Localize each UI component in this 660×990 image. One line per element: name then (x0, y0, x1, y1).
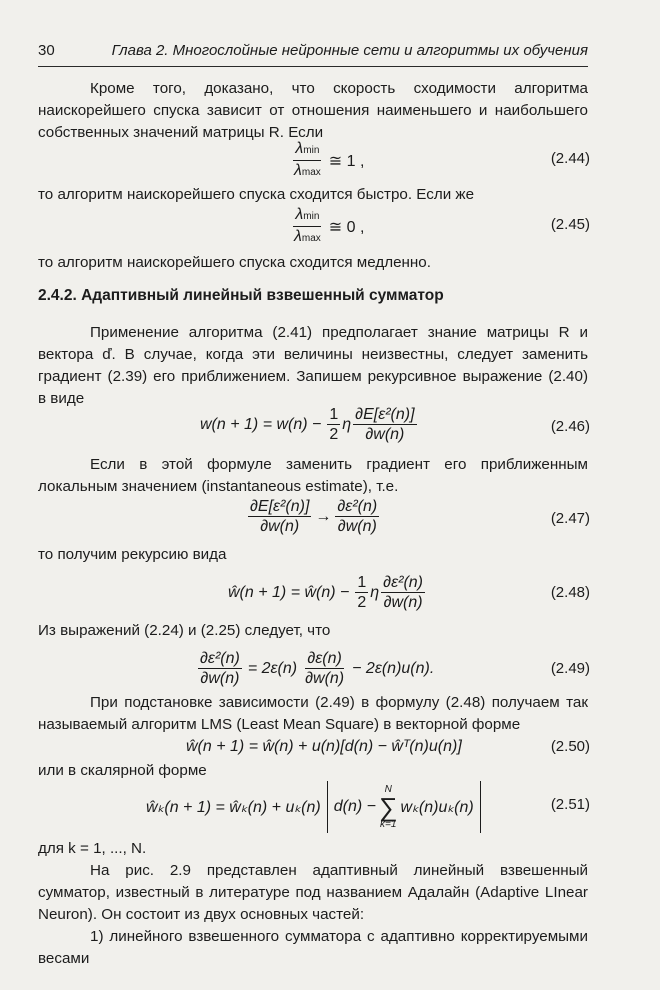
equation-2-50: ŵ(n + 1) = ŵ(n) + u(n)[d(n) − ŵᵀ(n)u(n)] (186, 738, 462, 755)
chapter-title: Глава 2. Многослойные нейронные сети и алгоритмы их обучения (111, 42, 588, 59)
running-header (38, 40, 588, 67)
eq-number-2-51: (2.51) (550, 796, 590, 813)
paragraph-7: Из выражений (2.24) и (2.25) следует, что (38, 622, 331, 639)
paragraph-3: то алгоритм наискорейшего спуска сходится медленно. (38, 254, 431, 271)
eq-number-2-46: (2.46) (550, 418, 590, 435)
relation: ≅ 1 , (328, 152, 365, 170)
equation-2-46: w(n + 1) = w(n) − $\frac{1}{2}$ η $\frac{\text{∂E[ε²(n)]}}{\partial w(n)}$ (200, 406, 415, 443)
paragraph-6: то получим рекурсию вида (38, 546, 227, 563)
paragraph-2: то алгоритм наискорейшего спуска сходится быстро. Если же (38, 186, 475, 203)
eq-number-2-48: (2.48) (550, 584, 590, 601)
section-title: 2.4.2. Адаптивный линейный взвешенный сумматор (38, 287, 444, 304)
page-number: 30 (38, 42, 55, 59)
equation-2-48: ŵ(n + 1) = ŵ(n) − $\frac{1}{2}$ η $\frac{\text{∂ε²(n)}}{\partial w(n)}$ (228, 574, 423, 611)
paragraph-9: или в скалярной форме (38, 762, 207, 779)
eq-number-2-44: (2.44) (550, 150, 590, 167)
equation-2-51: ŵₖ(n + 1) = ŵₖ(n) + uₖ(n) d(n) − N ∑ k=1 wₖ(n)uₖ(n) (146, 780, 481, 834)
eq-number-2-47: (2.47) (550, 510, 590, 527)
ratio-fraction: $\frac{\lambda\min}{\lambda\max}$ (294, 140, 321, 179)
eq-number-2-45: (2.45) (550, 216, 590, 233)
paragraph-5: Если в этой формуле заменить градиент его приближенным локальным значением (instantaneous estimate), т.е. (38, 456, 588, 495)
paragraph-10: для k = 1, ..., N. (38, 840, 147, 857)
summation: N ∑ k=1 (378, 784, 398, 830)
paragraph-11: На рис. 2.9 представлен адаптивный линейный взвешенный сумматор, известный в литературе под названием Адалайн (Adaptive LInear Neuron). Он состоит из двух основных частей: (38, 862, 588, 923)
eq-number-2-50: (2.50) (550, 738, 590, 755)
equation-2-49: $\frac{\text{∂ε²(n)}}{\partial w(n)}$ = 2ε(n) $\frac{\partial\varepsilon(n)}{\partial w(n)}$ − 2ε(n)u(n). (200, 650, 435, 687)
equation-2-45 (290, 206, 364, 247)
eq-number-2-49: (2.49) (550, 660, 590, 677)
equation-2-44 (290, 140, 364, 181)
paragraph-8: При подстановке зависимости (2.49) в формулу (2.48) получаем так называемый алгоритм LMS (Least Mean Square) в векторной форме (38, 694, 588, 733)
equation-2-47: $\frac{\text{∂E[ε²(n)]}}{\partial w(n)}$ → $\frac{\text{∂ε²(n)}}{\partial w(n)}$ (250, 498, 378, 535)
paragraph-12: 1) линейного взвешенного сумматора с адаптивно корректируемыми весами (38, 928, 588, 967)
ratio-fraction: $\frac{\lambda\min}{\lambda\max}$ (294, 206, 321, 245)
paragraph-4: Применение алгоритма (2.41) предполагает знание матрицы R и вектора ď. В случае, когда эти величины неизвестны, следует заменить градиент (2.39) его приближением. Запишем рекурсивное выражение (2.40) в виде (38, 324, 588, 407)
paragraph-1: Кроме того, доказано, что скорость сходимости алгоритма наискорейшего спуска зависит от отношения наименьшего и наибольшего собственных значений матрицы R. Если (38, 80, 588, 141)
relation: ≅ 0 , (328, 218, 365, 236)
bracket-group: d(n) − N ∑ k=1 wₖ(n)uₖ(n) (327, 781, 481, 833)
